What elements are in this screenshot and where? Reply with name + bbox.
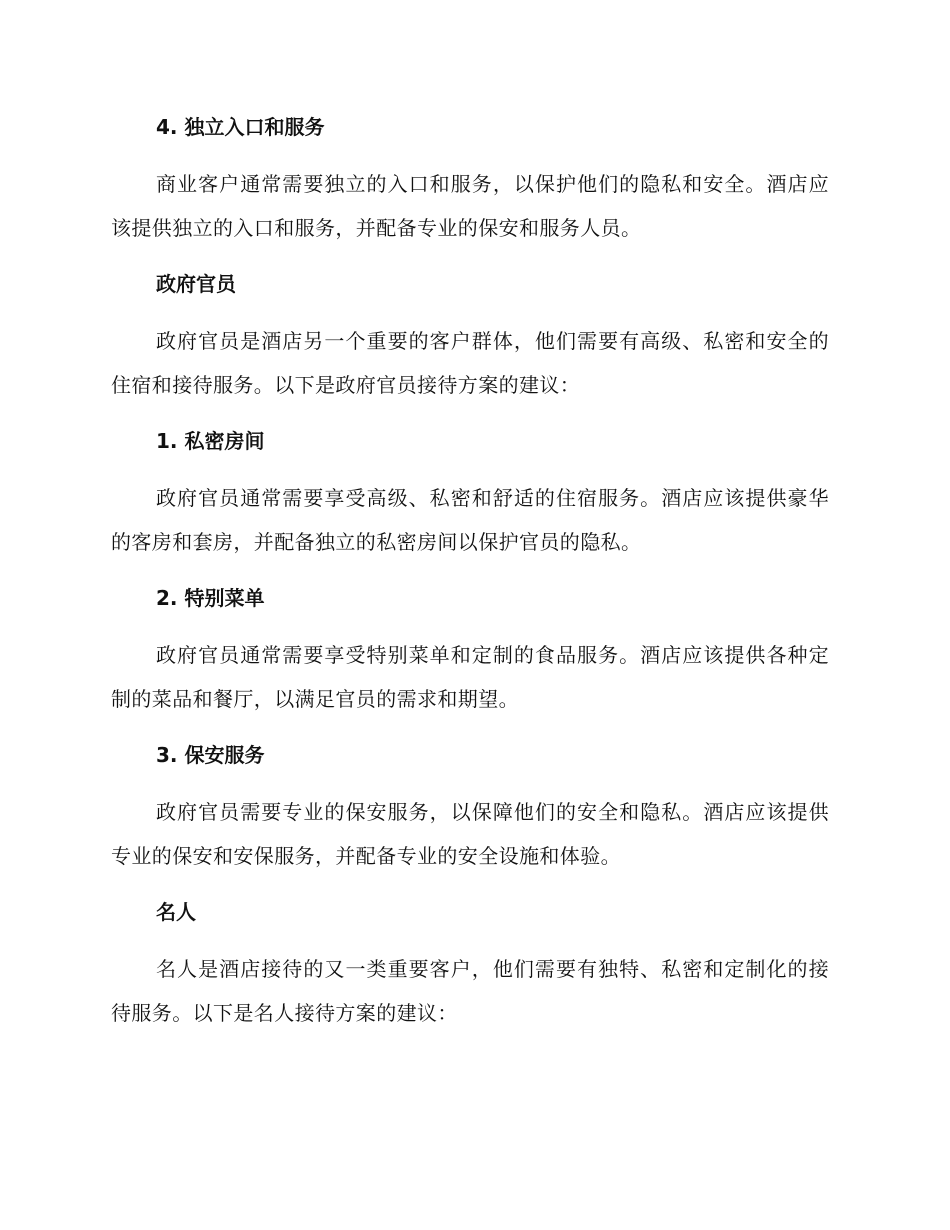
section-heading-celebrities: 名人 [156, 900, 196, 924]
document-body [111, 108, 829, 1050]
paragraph-celebrities-intro: 名人是酒店接待的又一类重要客户，他们需要有独特、私密和定制化的接待服务。以下是名人接待方案的建议： [111, 957, 829, 1025]
paragraph-business-clients: 商业客户通常需要独立的入口和服务，以保护他们的隐私和安全。酒店应该提供独立的入口和服务，并配备专业的保安和服务人员。 [111, 172, 829, 240]
section-heading-government-officials: 政府官员 [156, 272, 236, 296]
section-heading-private-rooms: 1. 私密房间 [156, 429, 265, 453]
paragraph-government-intro: 政府官员是酒店另一个重要的客户群体，他们需要有高级、私密和安全的住宿和接待服务。以下是政府官员接待方案的建议： [111, 329, 829, 397]
paragraph-private-rooms: 政府官员通常需要享受高级、私密和舒适的住宿服务。酒店应该提供豪华的客房和套房，并配备独立的私密房间以保护官员的隐私。 [111, 486, 829, 554]
paragraph-special-menu: 政府官员通常需要享受特别菜单和定制的食品服务。酒店应该提供各种定制的菜品和餐厅，以满足官员的需求和期望。 [111, 643, 829, 711]
section-heading-independent-entrance: 4. 独立入口和服务 [156, 115, 325, 139]
paragraph-security-service: 政府官员需要专业的保安服务，以保障他们的安全和隐私。酒店应该提供专业的保安和安保服务，并配备专业的安全设施和体验。 [111, 800, 829, 868]
section-heading-security-service: 3. 保安服务 [156, 743, 265, 767]
section-heading-special-menu: 2. 特别菜单 [156, 586, 265, 610]
